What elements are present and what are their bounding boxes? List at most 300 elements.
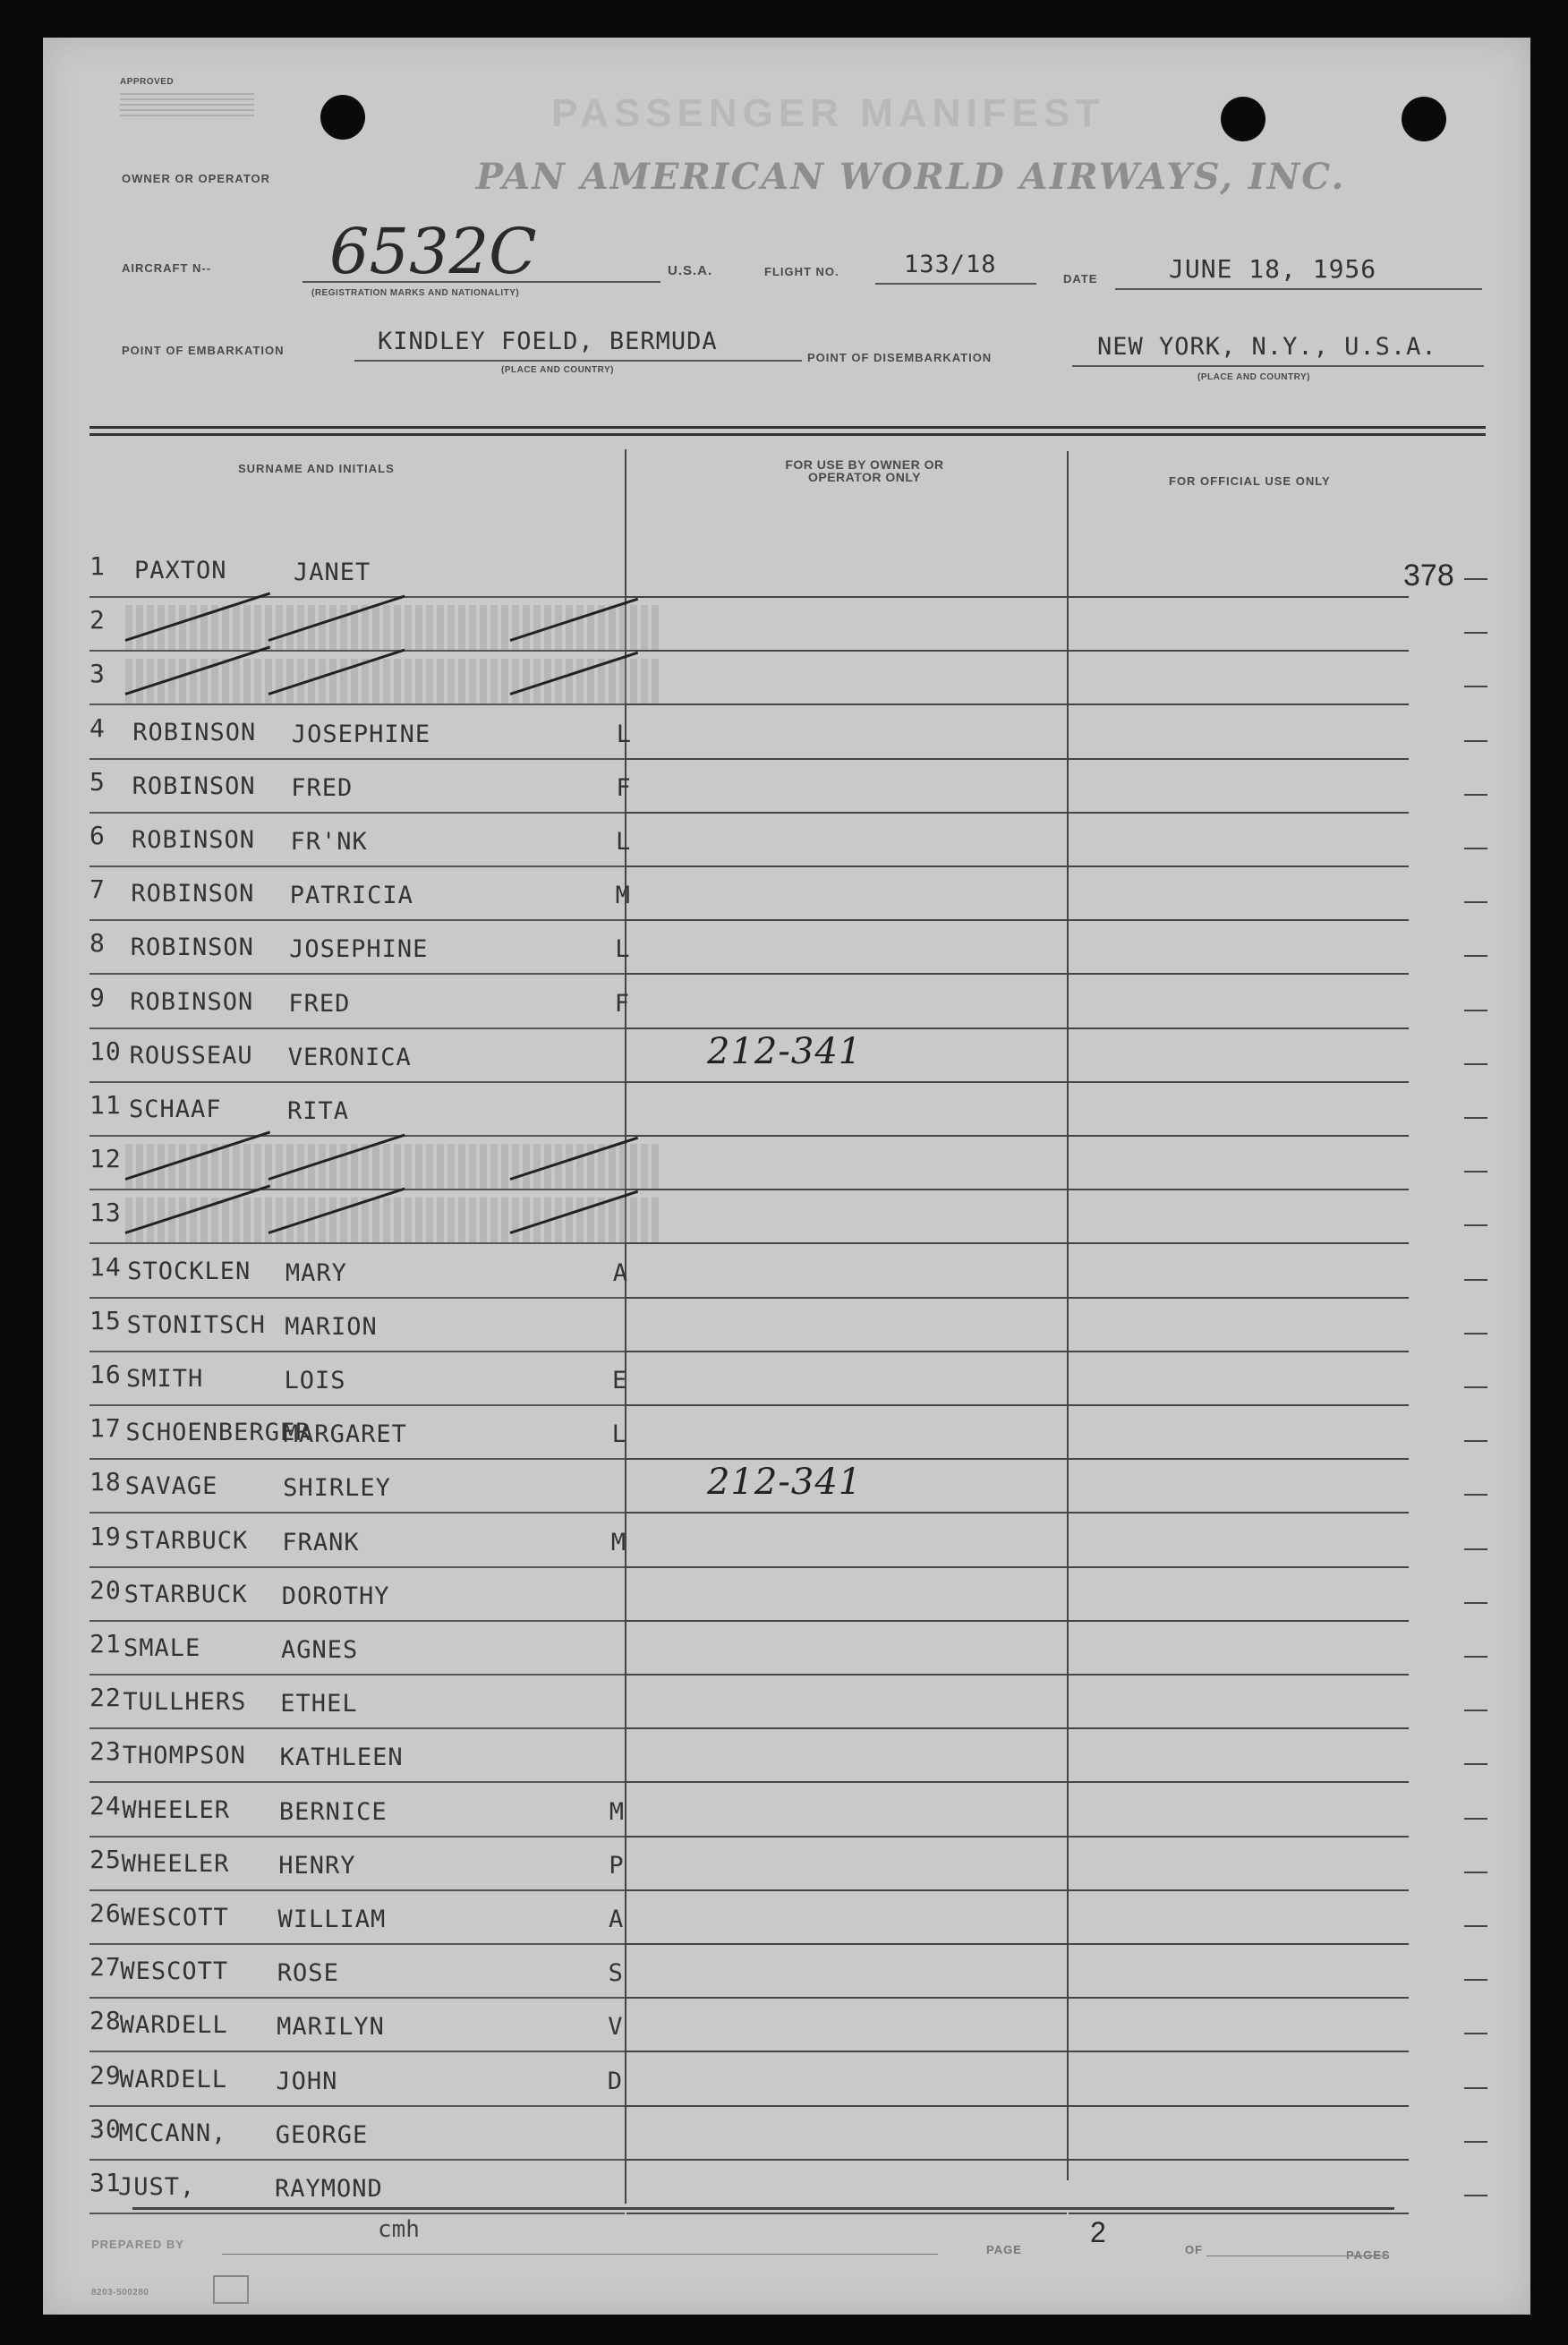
owner-value: PAN AMERICAN WORLD AIRWAYS, INC. bbox=[476, 156, 1346, 198]
passenger-initial: M bbox=[615, 882, 631, 909]
official-margin-tick bbox=[1464, 1602, 1487, 1604]
row-rule bbox=[1069, 1242, 1409, 1244]
row-rule bbox=[89, 1943, 625, 1945]
passenger-given-name: MARGARET bbox=[283, 1420, 407, 1448]
row-rule bbox=[626, 1566, 1067, 1568]
table-row bbox=[89, 1731, 662, 1785]
official-margin-tick bbox=[1464, 740, 1487, 742]
table-row bbox=[89, 2109, 662, 2162]
embark-underline bbox=[354, 360, 802, 362]
table-row bbox=[89, 977, 662, 1031]
embark-value: KINDLEY FOELD, BERMUDA bbox=[378, 328, 718, 355]
flight-underline bbox=[875, 283, 1036, 285]
row-number: 21 bbox=[89, 1629, 122, 1659]
official-margin-tick bbox=[1464, 1063, 1487, 1065]
passenger-given-name: ROSE bbox=[277, 1959, 339, 1987]
row-number: 29 bbox=[89, 2060, 122, 2090]
passenger-given-name: JOSEPHINE bbox=[291, 721, 431, 748]
passenger-surname: ROBINSON bbox=[131, 880, 255, 908]
row-number: 9 bbox=[89, 983, 106, 1012]
official-margin-tick bbox=[1464, 1279, 1487, 1281]
official-margin-tick bbox=[1464, 1872, 1487, 1873]
col-header-owner: FOR USE BY OWNER OR OPERATOR ONLY bbox=[785, 457, 944, 484]
row-rule bbox=[1069, 1674, 1409, 1676]
official-margin-tick bbox=[1464, 848, 1487, 849]
table-row bbox=[89, 1192, 662, 1246]
passenger-given-name: DOROTHY bbox=[281, 1582, 390, 1610]
row-rule bbox=[89, 1674, 625, 1676]
passenger-initial: L bbox=[615, 935, 631, 963]
row-rule bbox=[626, 596, 1067, 598]
row-rule bbox=[89, 1135, 625, 1137]
table-row bbox=[89, 1031, 863, 1085]
passenger-initial: A bbox=[612, 1259, 629, 1287]
manifest-sheet bbox=[43, 38, 1530, 2315]
row-number: 8 bbox=[89, 928, 106, 958]
row-number: 3 bbox=[89, 659, 106, 688]
row-number: 23 bbox=[89, 1736, 122, 1766]
passenger-surname: STONITSCH bbox=[126, 1311, 266, 1339]
row-rule bbox=[626, 2105, 1067, 2107]
row-rule bbox=[626, 1135, 1067, 1137]
punch-hole-center bbox=[1221, 97, 1265, 141]
row-rule bbox=[89, 1836, 625, 1838]
row-rule bbox=[1069, 758, 1409, 760]
passenger-initial: S bbox=[608, 1959, 624, 1987]
row-rule bbox=[626, 1727, 1067, 1729]
row-number: 27 bbox=[89, 1952, 122, 1982]
page-label: PAGE bbox=[986, 2243, 1022, 2256]
prepared-underline bbox=[222, 2254, 938, 2255]
passenger-surname: ROBINSON bbox=[130, 934, 254, 961]
embark-caption: (PLACE AND COUNTRY) bbox=[501, 365, 614, 375]
passenger-surname: SCHOENBERGER bbox=[125, 1419, 311, 1446]
row-number: 7 bbox=[89, 874, 106, 904]
passenger-given-name: GEORGE bbox=[275, 2121, 369, 2149]
approved-stamp-smudge bbox=[120, 90, 254, 116]
table-row bbox=[89, 1516, 662, 1570]
passenger-surname: ROBINSON bbox=[130, 988, 254, 1016]
row-rule bbox=[626, 1458, 1067, 1460]
row-number: 30 bbox=[89, 2114, 122, 2144]
passenger-given-name: JOHN bbox=[276, 2068, 338, 2095]
passenger-given-name: WILLIAM bbox=[277, 1906, 387, 1933]
table-row bbox=[89, 1408, 662, 1462]
official-margin-tick bbox=[1464, 1117, 1487, 1119]
table-row bbox=[89, 869, 662, 923]
punch-hole-right bbox=[1402, 97, 1446, 141]
row-rule bbox=[1069, 1351, 1409, 1352]
row-rule bbox=[626, 1620, 1067, 1622]
passenger-given-name: KATHLEEN bbox=[279, 1744, 404, 1771]
table-row bbox=[89, 2000, 662, 2054]
row-rule bbox=[89, 812, 625, 814]
row-rule bbox=[626, 2159, 1067, 2161]
row-rule bbox=[89, 1512, 625, 1514]
row-rule bbox=[1069, 1404, 1409, 1406]
table-row bbox=[89, 600, 662, 653]
row-rule bbox=[89, 919, 625, 921]
row-number: 16 bbox=[89, 1360, 122, 1389]
official-margin-tick bbox=[1464, 1171, 1487, 1172]
passenger-surname: WARDELL bbox=[119, 2066, 227, 2093]
passenger-given-name: PATRICIA bbox=[289, 882, 413, 909]
official-margin-tick bbox=[1464, 1010, 1487, 1011]
row-rule bbox=[626, 758, 1067, 760]
row-number: 10 bbox=[89, 1036, 122, 1066]
table-row bbox=[89, 923, 662, 976]
official-margin-tick bbox=[1464, 1818, 1487, 1820]
page-value: 2 bbox=[1090, 2216, 1106, 2248]
passenger-surname: ROBINSON bbox=[132, 772, 256, 800]
official-margin-tick bbox=[1464, 632, 1487, 634]
row-number: 6 bbox=[89, 821, 106, 850]
passenger-surname: ROUSSEAU bbox=[129, 1042, 253, 1070]
table-row bbox=[89, 1947, 662, 2000]
official-margin-tick bbox=[1464, 955, 1487, 957]
official-margin-tick bbox=[1464, 1656, 1487, 1658]
of-label: OF bbox=[1185, 2243, 1204, 2256]
official-margin-tick bbox=[1464, 2141, 1487, 2143]
aircraft-caption: (REGISTRATION MARKS AND NATIONALITY) bbox=[311, 288, 520, 298]
row-number: 4 bbox=[89, 713, 106, 743]
passenger-surname: WESCOTT bbox=[121, 1904, 229, 1931]
passenger-initial: P bbox=[609, 1852, 625, 1880]
row-rule bbox=[89, 1351, 625, 1352]
row-rule bbox=[89, 1997, 625, 1999]
row-rule bbox=[89, 2105, 625, 2107]
row-rule bbox=[1069, 1943, 1409, 1945]
passenger-surname: TULLHERS bbox=[123, 1688, 247, 1716]
owner-label: OWNER OR OPERATOR bbox=[122, 172, 271, 185]
passenger-surname: WHEELER bbox=[121, 1850, 230, 1878]
row-rule bbox=[626, 1943, 1067, 1945]
table-row bbox=[89, 2055, 662, 2109]
passenger-given-name: ETHEL bbox=[280, 1690, 358, 1718]
official-margin-tick bbox=[1464, 2033, 1487, 2034]
table-row bbox=[89, 1677, 662, 1731]
row-rule bbox=[89, 2159, 625, 2161]
row-number: 28 bbox=[89, 2006, 122, 2035]
official-margin-tick bbox=[1464, 1548, 1487, 1550]
passenger-initial: F bbox=[614, 990, 631, 1018]
passenger-surname: ROBINSON bbox=[132, 826, 256, 854]
passenger-given-name: HENRY bbox=[278, 1852, 356, 1880]
table-row bbox=[89, 815, 662, 869]
row-rule bbox=[626, 1674, 1067, 1676]
aircraft-value: 6532C bbox=[329, 215, 537, 288]
disembark-caption: (PLACE AND COUNTRY) bbox=[1197, 372, 1310, 382]
passenger-given-name: FRANK bbox=[282, 1529, 360, 1556]
row-rule bbox=[89, 973, 625, 975]
row-rule bbox=[1069, 650, 1409, 652]
row-rule bbox=[89, 1242, 625, 1244]
table-row bbox=[89, 1085, 662, 1138]
row-rule bbox=[1069, 1727, 1409, 1729]
passenger-given-name: FRED bbox=[288, 990, 351, 1018]
row-rule bbox=[1069, 1297, 1409, 1299]
row-rule bbox=[626, 812, 1067, 814]
official-number: 378 bbox=[1403, 559, 1454, 593]
row-rule bbox=[626, 1189, 1067, 1190]
passenger-given-name: MARY bbox=[285, 1259, 347, 1287]
official-margin-tick bbox=[1464, 901, 1487, 903]
table-row bbox=[89, 1462, 863, 1515]
official-margin-tick bbox=[1464, 1763, 1487, 1765]
row-rule bbox=[1069, 704, 1409, 705]
row-rule bbox=[626, 1836, 1067, 1838]
row-rule bbox=[1069, 1081, 1409, 1083]
row-rule bbox=[89, 1189, 625, 1190]
row-number: 12 bbox=[89, 1144, 122, 1173]
date-label: DATE bbox=[1063, 272, 1098, 286]
row-number: 19 bbox=[89, 1522, 122, 1551]
flight-label: FLIGHT NO. bbox=[764, 265, 839, 278]
approved-stamp: APPROVED bbox=[120, 77, 175, 87]
owner-note: 212-341 bbox=[707, 1462, 863, 1503]
row-rule bbox=[89, 704, 625, 705]
punch-hole-left bbox=[320, 95, 365, 140]
passenger-surname: SCHAAF bbox=[129, 1096, 222, 1123]
date-value: JUNE 18, 1956 bbox=[1169, 254, 1377, 284]
passenger-initial: D bbox=[607, 2068, 624, 2095]
row-rule bbox=[626, 650, 1067, 652]
table-row bbox=[89, 1839, 662, 1893]
row-number: 14 bbox=[89, 1252, 122, 1282]
passenger-given-name: FR'NK bbox=[290, 828, 368, 856]
passenger-surname: STARBUCK bbox=[124, 1527, 249, 1555]
row-rule bbox=[1069, 1458, 1409, 1460]
passenger-surname: SMALE bbox=[124, 1634, 201, 1662]
col-header-official: FOR OFFICIAL USE ONLY bbox=[1169, 474, 1331, 488]
disembark-label: POINT OF DISEMBARKATION bbox=[807, 351, 993, 364]
official-margin-tick bbox=[1464, 1440, 1487, 1442]
row-rule bbox=[89, 1727, 625, 1729]
table-top-rule-2 bbox=[89, 433, 1486, 436]
row-number: 25 bbox=[89, 1845, 122, 1874]
passenger-given-name: VERONICA bbox=[287, 1044, 412, 1071]
table-row bbox=[89, 1354, 662, 1408]
row-rule bbox=[1069, 2159, 1409, 2161]
row-rule bbox=[89, 1620, 625, 1622]
official-margin-tick bbox=[1464, 2087, 1487, 2089]
passenger-initial: M bbox=[609, 1798, 626, 1826]
row-rule bbox=[626, 1351, 1067, 1352]
passenger-surname: ROBINSON bbox=[132, 719, 257, 746]
row-rule bbox=[1069, 812, 1409, 814]
row-number: 18 bbox=[89, 1467, 122, 1497]
passenger-initial: E bbox=[612, 1367, 628, 1394]
passenger-given-name: MARILYN bbox=[277, 2013, 385, 2041]
owner-note: 212-341 bbox=[707, 1031, 863, 1072]
row-rule bbox=[1069, 1836, 1409, 1838]
table-row bbox=[89, 653, 662, 707]
passenger-surname: JUST, bbox=[118, 2173, 196, 2201]
row-number: 17 bbox=[89, 1413, 122, 1443]
disembark-underline bbox=[1072, 365, 1484, 367]
row-rule bbox=[1069, 919, 1409, 921]
passenger-given-name: JOSEPHINE bbox=[289, 935, 429, 963]
passenger-given-name: RITA bbox=[287, 1097, 350, 1125]
passenger-surname: STOCKLEN bbox=[127, 1258, 251, 1285]
passenger-given-name: SHIRLEY bbox=[283, 1474, 391, 1502]
row-rule bbox=[89, 1028, 625, 1029]
row-rule bbox=[1069, 1620, 1409, 1622]
passenger-surname: WESCOTT bbox=[120, 1957, 229, 1985]
row-number: 31 bbox=[89, 2168, 122, 2197]
table-row bbox=[89, 762, 662, 815]
passenger-given-name: MARION bbox=[285, 1313, 378, 1341]
date-underline bbox=[1115, 288, 1482, 290]
prepared-label: PREPARED BY bbox=[91, 2238, 184, 2251]
row-rule bbox=[1069, 1889, 1409, 1891]
passenger-surname: STARBUCK bbox=[124, 1581, 248, 1608]
row-rule bbox=[626, 1889, 1067, 1891]
row-number: 13 bbox=[89, 1198, 122, 1227]
official-margin-tick bbox=[1464, 686, 1487, 687]
prepared-value: cmh bbox=[378, 2216, 420, 2243]
row-rule bbox=[626, 1781, 1067, 1783]
passenger-initial: L bbox=[616, 721, 633, 748]
passenger-initial: L bbox=[611, 1420, 627, 1448]
row-rule bbox=[1069, 866, 1409, 867]
row-rule bbox=[1069, 596, 1409, 598]
row-rule bbox=[1069, 1189, 1409, 1190]
row-rule bbox=[626, 2051, 1067, 2052]
row-rule bbox=[626, 704, 1067, 705]
usa-label: U.S.A. bbox=[668, 263, 713, 278]
form-code: 8203-500280 bbox=[91, 2288, 149, 2298]
row-number: 22 bbox=[89, 1683, 122, 1712]
row-number: 24 bbox=[89, 1791, 122, 1821]
row-rule bbox=[1069, 1781, 1409, 1783]
passenger-surname: PAXTON bbox=[134, 557, 227, 584]
official-margin-tick bbox=[1464, 1224, 1487, 1226]
passenger-surname: WARDELL bbox=[119, 2011, 228, 2039]
row-rule bbox=[1069, 2105, 1409, 2107]
official-margin-tick bbox=[1464, 1925, 1487, 1927]
row-rule bbox=[626, 919, 1067, 921]
passenger-given-name: BERNICE bbox=[278, 1798, 388, 1826]
row-rule bbox=[626, 1297, 1067, 1299]
row-number: 26 bbox=[89, 1898, 122, 1928]
row-rule bbox=[89, 1404, 625, 1406]
table-row bbox=[89, 1893, 662, 1947]
table-row bbox=[89, 1570, 662, 1624]
row-number: 15 bbox=[89, 1306, 122, 1335]
official-margin-tick bbox=[1464, 2195, 1487, 2196]
disembark-value: NEW YORK, N.Y., U.S.A. bbox=[1097, 333, 1437, 361]
official-margin-tick bbox=[1464, 794, 1487, 796]
table-row bbox=[89, 1247, 662, 1300]
embark-label: POINT OF EMBARKATION bbox=[122, 344, 285, 357]
row-rule bbox=[89, 2051, 625, 2052]
row-rule bbox=[89, 758, 625, 760]
col-header-names: SURNAME AND INITIALS bbox=[238, 462, 395, 475]
row-rule bbox=[626, 1512, 1067, 1514]
row-number: 5 bbox=[89, 767, 106, 797]
footer-rule bbox=[132, 2207, 1394, 2210]
row-rule bbox=[1069, 1566, 1409, 1568]
table-row bbox=[89, 1786, 662, 1839]
row-rule bbox=[1069, 2213, 1409, 2214]
passenger-given-name: LOIS bbox=[284, 1367, 346, 1394]
passenger-initial: M bbox=[610, 1529, 627, 1556]
row-rule bbox=[626, 973, 1067, 975]
passenger-given-name: AGNES bbox=[281, 1636, 359, 1664]
row-number: 11 bbox=[89, 1090, 122, 1120]
row-rule bbox=[89, 1566, 625, 1568]
passenger-initial: L bbox=[616, 828, 632, 856]
row-rule bbox=[89, 1458, 625, 1460]
row-number: 2 bbox=[89, 605, 106, 635]
row-rule bbox=[89, 1081, 625, 1083]
row-rule bbox=[626, 1997, 1067, 1999]
row-rule bbox=[626, 1028, 1067, 1029]
passenger-surname: SMITH bbox=[126, 1365, 204, 1393]
form-stamp bbox=[213, 2275, 249, 2304]
row-rule bbox=[1069, 1135, 1409, 1137]
row-rule bbox=[89, 1297, 625, 1299]
official-margin-tick bbox=[1464, 1979, 1487, 1981]
passenger-surname: MCCANN, bbox=[118, 2119, 227, 2147]
table-row bbox=[89, 1138, 662, 1192]
row-number: 20 bbox=[89, 1575, 122, 1605]
row-rule bbox=[89, 650, 625, 652]
table-top-rule-1 bbox=[89, 426, 1486, 429]
row-rule bbox=[1069, 2051, 1409, 2052]
official-margin-tick bbox=[1464, 1710, 1487, 1711]
row-rule bbox=[89, 2213, 625, 2214]
row-rule bbox=[89, 866, 625, 867]
passenger-initial: F bbox=[616, 774, 632, 802]
official-margin-tick bbox=[1464, 1333, 1487, 1335]
table-row bbox=[89, 546, 662, 600]
passenger-given-name: RAYMOND bbox=[275, 2175, 383, 2203]
flight-value: 133/18 bbox=[904, 251, 997, 278]
row-rule bbox=[626, 1404, 1067, 1406]
row-number: 1 bbox=[89, 551, 106, 581]
row-rule bbox=[626, 1081, 1067, 1083]
row-rule bbox=[1069, 973, 1409, 975]
row-rule bbox=[626, 1242, 1067, 1244]
passenger-surname: SAVAGE bbox=[124, 1472, 218, 1500]
table-row bbox=[89, 708, 662, 762]
row-rule bbox=[89, 1889, 625, 1891]
passenger-initial: V bbox=[608, 2013, 624, 2041]
pages-label: PAGES bbox=[1346, 2248, 1391, 2262]
row-rule bbox=[1069, 1997, 1409, 1999]
row-rule bbox=[626, 866, 1067, 867]
row-rule bbox=[1069, 1028, 1409, 1029]
passenger-initial: A bbox=[609, 1906, 625, 1933]
row-rule bbox=[89, 1781, 625, 1783]
official-margin-tick bbox=[1464, 578, 1487, 580]
passenger-given-name: FRED bbox=[291, 774, 354, 802]
table-row bbox=[89, 1300, 662, 1354]
table-row bbox=[89, 1624, 662, 1677]
passenger-given-name: JANET bbox=[294, 559, 371, 586]
form-title: PASSENGER MANIFEST bbox=[551, 91, 1105, 135]
row-rule bbox=[626, 2213, 1067, 2214]
official-margin-tick bbox=[1464, 1494, 1487, 1496]
divider-owner-official bbox=[1067, 451, 1069, 2180]
aircraft-label: AIRCRAFT N-- bbox=[122, 261, 212, 275]
passenger-surname: WHEELER bbox=[122, 1796, 230, 1824]
official-margin-tick bbox=[1464, 1386, 1487, 1388]
row-rule bbox=[1069, 1512, 1409, 1514]
passenger-surname: THOMPSON bbox=[122, 1742, 246, 1769]
